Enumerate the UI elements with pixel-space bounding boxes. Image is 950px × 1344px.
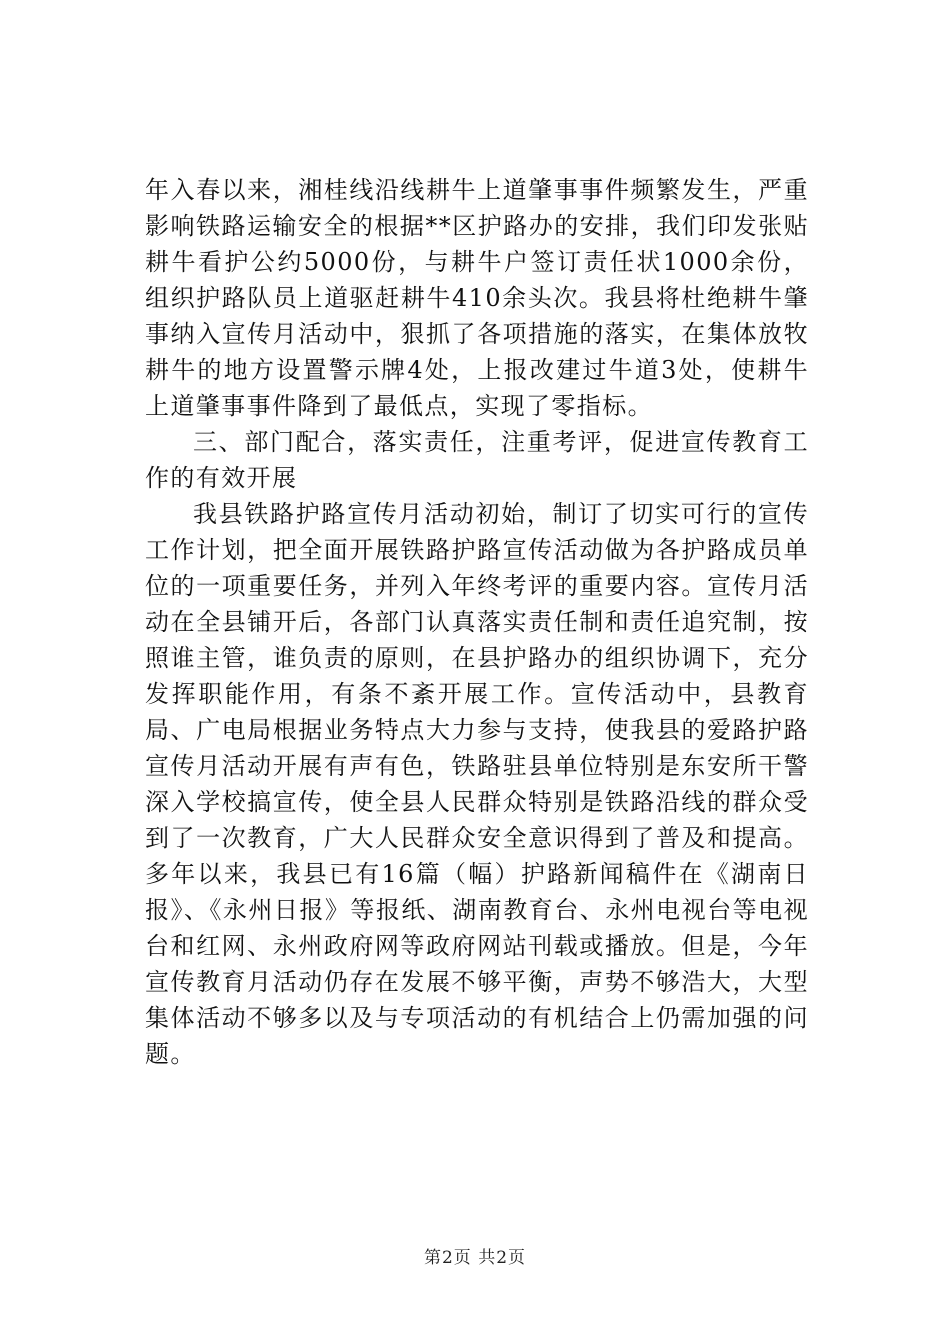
section-heading: 三、部门配合，落实责任，注重考评，促进宣传教育工作的有效开展 [145, 428, 809, 492]
document-body [145, 172, 809, 1072]
paragraph-continuation: 年入春以来，湘桂线沿线耕牛上道肇事事件频繁发生，严重影响铁路运输安全的根据**区护路办的安排，我们印发张贴耕牛看护公约5000份，与耕牛户签订责任状1000余份，组织护路队员上道驱赶耕牛410余头次。我县将杜绝耕牛肇事纳入宣传月活动中，狠抓了各项措施的落实，在集体放牧耕牛的地方设置警示牌4处，上报改建过牛道3处，使耕牛上道肇事事件降到了最低点，实现了零指标。 [145, 176, 809, 420]
page-footer: 第2页 共2页 [423, 1248, 527, 1268]
paragraph-body: 我县铁路护路宣传月活动初始，制订了切实可行的宣传工作计划，把全面开展铁路护路宣传活动做为各护路成员单位的一项重要任务，并列入年终考评的重要内容。宣传月活动在全县铺开后，各部门认真落实责任制和责任追究制，按照谁主管，谁负责的原则，在县护路办的组织协调下，充分发挥职能作用，有条不紊开展工作。宣传活动中，县教育局、广电局根据业务特点大力参与支持，使我县的爱路护路宣传月活动开展有声有色，铁路驻县单位特别是东安所干警深入学校搞宣传，使全县人民群众特别是铁路沿线的群众受到了一次教育，广大人民群众安全意识得到了普及和提高。多年以来，我县已有16篇（幅）护路新闻稿件在《湖南日报》、《永州日报》等报纸、湖南教育台、永州电视台等电视台和红网、永州政府网等政府网站刊载或播放。但是，今年宣传教育月活动仍存在发展不够平衡，声势不够浩大，大型集体活动不够多以及与专项活动的有机结合上仍需加强的问题。 [145, 500, 809, 1068]
